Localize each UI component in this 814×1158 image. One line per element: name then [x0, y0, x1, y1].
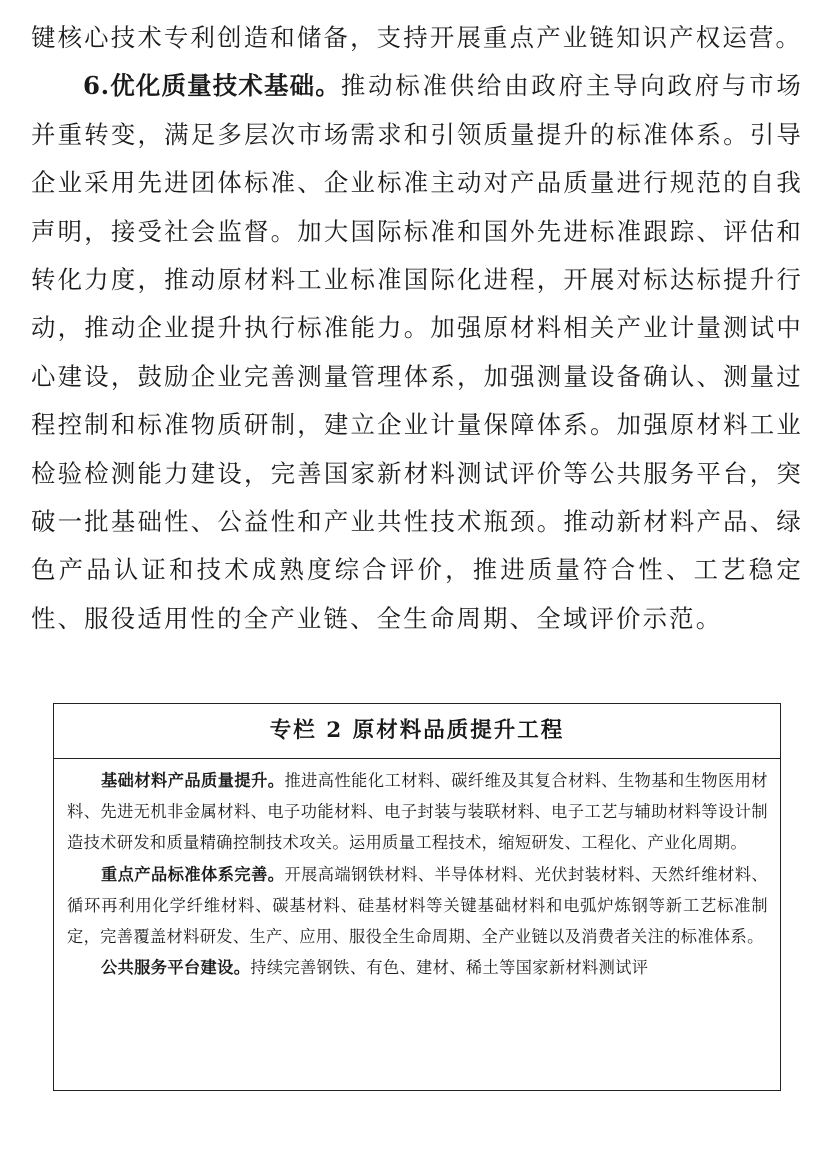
box-item	[67, 859, 768, 953]
column-box-title: 专栏 2 原材料品质提升工程	[54, 704, 780, 759]
body-text	[31, 14, 803, 643]
box-item	[67, 952, 768, 983]
column-box-body	[54, 759, 780, 983]
box-item-text: 推进高性能化工材料、碳纤维及其复合材料、生物基和生物医用材料、先进无机非金属材料、电子功能材料、电子封装与装联材料、电子工艺与辅助材料等设计制造技术研发和质量精确控制技术攻关。运用质量工程技术，缩短研发、工程化、产业化周期。	[67, 771, 768, 853]
section-6-text: 推动标准供给由政府主导向政府与市场并重转变，满足多层次市场需求和引领质量提升的标准体系。引导企业采用先进团体标准、企业标准主动对产品质量进行规范的自我声明，接受社会监督。加大国际标准和国外先进标准跟踪、评估和转化力度，推动原材料工业标准国际化进程，开展对标达标提升行动，推动企业提升执行标准能力。加强原材料相关产业计量测试中心建设，鼓励企业完善测量管理体系，加强测量设备确认、测量过程控制和标准物质研制，建立企业计量保障体系。加强原材料工业检验检测能力建设，完善国家新材料测试评价等公共服务平台，突破一批基础性、公益性和产业共性技术瓶颈。推动新材料产品、绿色产品认证和技术成熟度综合评价，推进质量符合性、工艺稳定性、服役适用性的全产业链、全生命周期、全域评价示范。	[31, 71, 803, 633]
box-item-heading: 公共服务平台建设。	[101, 958, 251, 978]
box-item-heading: 基础材料产品质量提升。	[101, 771, 285, 790]
continued-paragraph: 键核心技术专利创造和储备，支持开展重点产业链知识产权运营。	[31, 23, 803, 52]
section-6-heading: 6.优化质量技术基础。	[83, 71, 341, 101]
box-item-text: 开展高端钢铁材料、半导体材料、光伏封装材料、天然纤维材料、循环再利用化学纤维材料、碳基材料、硅基材料等关键基础材料和电弧炉炼钢等新工艺标准制定，完善覆盖材料研发、生产、应用、服役全生命周期、全产业链以及消费者关注的标准体系。	[67, 864, 768, 947]
box-item-text: 持续完善钢铁、有色、建材、稀土等国家新材料测试评	[250, 958, 649, 978]
section-6-paragraph	[31, 62, 803, 643]
column-box	[53, 703, 781, 1091]
box-item-heading: 重点产品标准体系完善。	[101, 864, 285, 884]
box-item	[67, 765, 768, 859]
